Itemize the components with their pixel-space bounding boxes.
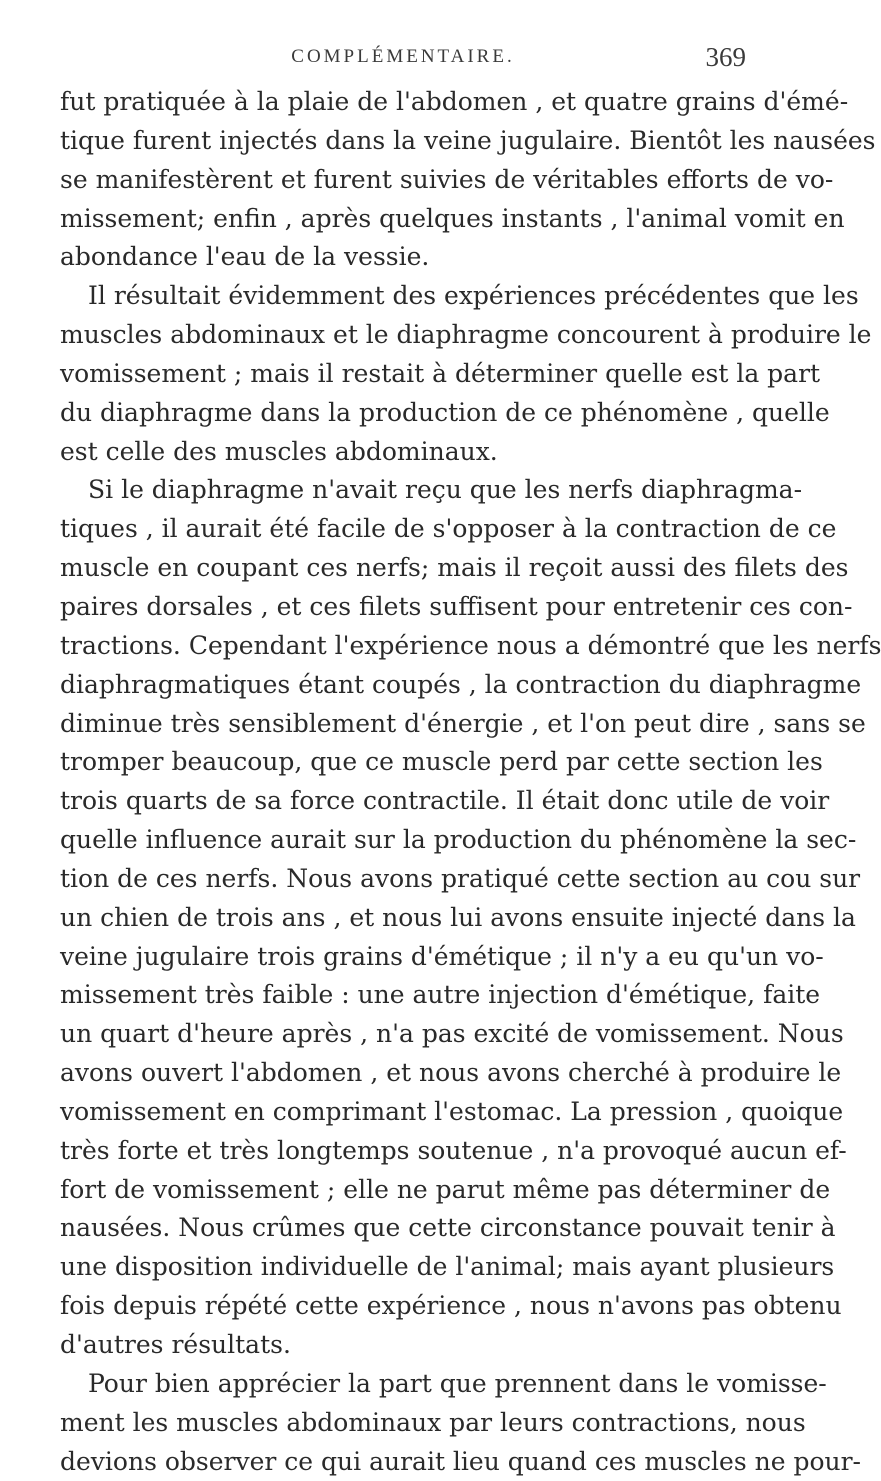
- text-line: tion de ces nerfs. Nous avons pratiqué cette section au cou sur: [60, 863, 861, 893]
- text-line: trois quarts de sa force contractile. Il était donc utile de voir: [60, 786, 830, 816]
- text-line: muscle en coupant ces nerfs; mais il reçoit aussi des filets des: [60, 553, 849, 583]
- paragraph-start-line: Si le diaphragme n'avait reçu que les nerfs diaphragma-: [88, 475, 803, 505]
- text-line: avons ouvert l'abdomen , et nous avons cherché à produire le: [60, 1058, 842, 1088]
- text-line: tractions. Cependant l'expérience nous a démontré que les nerfs: [60, 630, 881, 660]
- text-line: diminue très sensiblement d'énergie , et l'on peut dire , sans se: [60, 708, 866, 738]
- page-number: 369: [705, 42, 746, 72]
- text-line: missement très faible : une autre injection d'émétique, faite: [60, 980, 821, 1010]
- paragraph-start-line: Il résultait évidemment des expériences précédentes que les: [88, 281, 859, 311]
- text-line: tique furent injectés dans la veine jugulaire. Bientôt les nausées: [60, 125, 876, 155]
- text-line: se manifestèrent et furent suivies de véritables efforts de vo-: [60, 164, 834, 194]
- text-line: diaphragmatiques étant coupés , la contraction du diaphragme: [60, 669, 862, 699]
- text-line: quelle influence aurait sur la production du phénomène la sec-: [60, 825, 857, 855]
- text-line: un quart d'heure après , n'a pas excité de vomissement. Nous: [60, 1019, 844, 1049]
- text-line: paires dorsales , et ces filets suffisent pour entretenir ces con-: [60, 591, 853, 621]
- text-line: d'autres résultats.: [60, 1330, 291, 1359]
- text-line: une disposition individuelle de l'animal; mais ayant plusieurs: [60, 1252, 835, 1282]
- text-line: abondance l'eau de la vessie.: [60, 242, 430, 272]
- text-line: du diaphragme dans la production de ce phénomène , quelle: [60, 397, 830, 427]
- paragraph-start-line: Pour bien apprécier la part que prennent dans le vomisse-: [88, 1368, 827, 1398]
- text-line: fort de vomissement ; elle ne parut même pas déterminer de: [60, 1174, 831, 1204]
- text-line: missement; enfin , après quelques instants , l'animal vomit en: [60, 203, 845, 233]
- text-line: tiques , il aurait été facile de s'opposer à la contraction de ce: [60, 514, 837, 544]
- text-line: vomissement ; mais il restait à déterminer quelle est la part: [60, 358, 821, 388]
- text-line: devions observer ce qui aurait lieu quand ces muscles ne pour-: [60, 1446, 862, 1476]
- body-text: [60, 83, 881, 1481]
- running-head: COMPLÉMENTAIRE.: [291, 46, 515, 67]
- page-header: [60, 42, 746, 76]
- text-line: un chien de trois ans , et nous lui avons ensuite injecté dans la: [60, 902, 856, 932]
- text-line: muscles abdominaux et le diaphragme concourent à produire le: [60, 320, 872, 350]
- text-line: veine jugulaire trois grains d'émétique ; il n'y a eu qu'un vo-: [60, 941, 824, 971]
- text-line: fois depuis répété cette expérience , nous n'avons pas obtenu: [60, 1291, 842, 1321]
- text-line: ment les muscles abdominaux par leurs contractions, nous: [60, 1407, 806, 1437]
- text-line: nausées. Nous crûmes que cette circonstance pouvait tenir à: [60, 1213, 836, 1243]
- text-line: tromper beaucoup, que ce muscle perd par cette section les: [60, 747, 823, 777]
- text-line: vomissement en comprimant l'estomac. La pression , quoique: [60, 1096, 844, 1126]
- text-line: est celle des muscles abdominaux.: [60, 436, 498, 466]
- text-line: fut pratiquée à la plaie de l'abdomen , et quatre grains d'émé-: [60, 87, 849, 116]
- text-line: très forte et très longtemps soutenue , n'a provoqué aucun ef-: [60, 1135, 847, 1165]
